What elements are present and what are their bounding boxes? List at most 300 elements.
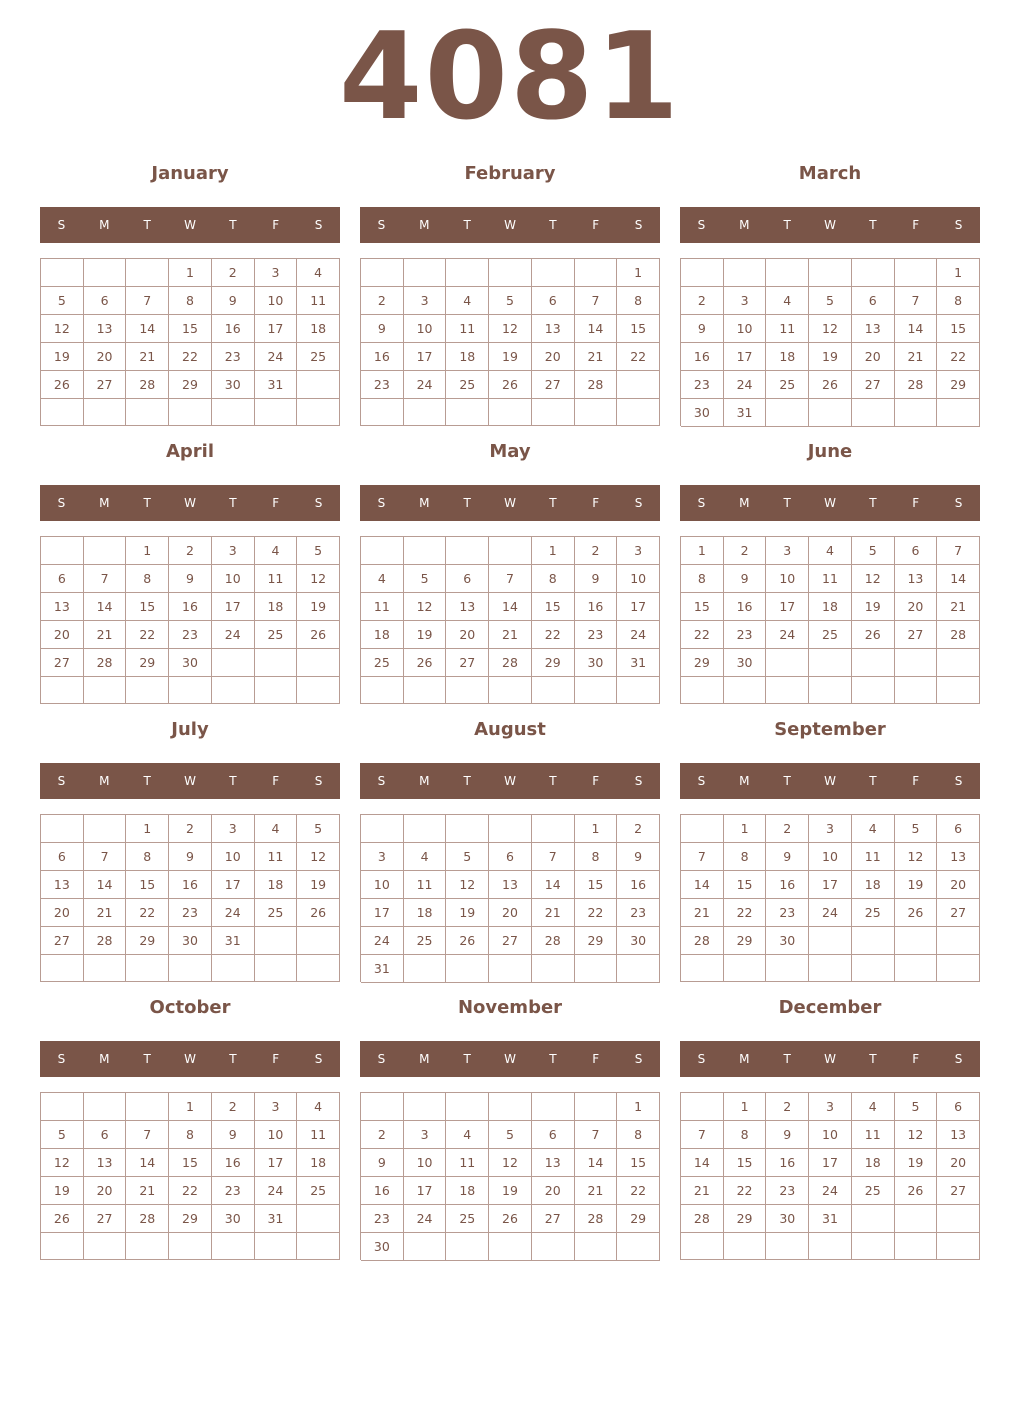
empty-cell [852,927,895,955]
day-cell: 11 [766,315,809,343]
day-cell: 2 [681,287,724,315]
empty-cell [937,1233,980,1260]
day-cell: 12 [852,565,895,593]
day-cell: 10 [724,315,767,343]
day-cell: 15 [169,315,212,343]
month-name: July [171,719,209,740]
day-cell: 6 [852,287,895,315]
day-cell: 3 [809,1093,852,1121]
empty-cell [446,259,489,287]
weekday-label: M [739,218,750,232]
day-cell: 11 [852,843,895,871]
day-cell: 28 [895,371,938,399]
empty-cell [852,649,895,677]
day-cell: 10 [809,1121,852,1149]
day-cell: 4 [404,843,447,871]
day-cell: 25 [766,371,809,399]
day-cell: 14 [532,871,575,899]
day-cell: 8 [937,287,980,315]
empty-cell [489,399,532,426]
day-cell: 28 [126,371,169,399]
day-cell: 19 [41,343,84,371]
weekday-label: T [143,1052,151,1066]
day-cell: 1 [724,1093,767,1121]
day-cell: 15 [681,593,724,621]
day-cell: 5 [809,287,852,315]
day-cell: 25 [361,649,404,677]
day-cell: 22 [126,899,169,927]
day-cell: 13 [84,1149,127,1177]
day-cell: 28 [681,1205,724,1233]
day-cell: 23 [681,371,724,399]
day-cell: 14 [84,871,127,899]
day-cell: 4 [852,815,895,843]
empty-cell [84,677,127,704]
day-cell: 4 [361,565,404,593]
empty-cell [681,259,724,287]
day-cell: 18 [404,899,447,927]
day-cell: 20 [937,871,980,899]
weekday-label: S [377,1052,386,1066]
day-cell: 13 [852,315,895,343]
day-cell: 18 [852,1149,895,1177]
empty-cell [404,259,447,287]
empty-cell [937,927,980,955]
day-cell: 1 [681,537,724,565]
weekday-label: W [184,1052,196,1066]
empty-cell [575,677,618,704]
day-cell: 2 [212,1093,255,1121]
day-grid [680,1092,980,1260]
day-cell: 5 [41,287,84,315]
empty-cell [169,955,212,982]
empty-cell [532,1093,575,1121]
day-grid [680,258,980,426]
day-cell: 16 [361,1177,404,1205]
day-cell: 23 [361,371,404,399]
day-cell: 28 [489,649,532,677]
weekday-label: F [912,496,920,510]
day-cell: 21 [937,593,980,621]
weekday-label: T [463,218,471,232]
weekday-label: T [869,218,877,232]
day-cell: 1 [937,259,980,287]
empty-cell [84,537,127,565]
weekday-label: T [549,218,557,232]
day-cell: 15 [617,315,660,343]
day-cell: 5 [41,1121,84,1149]
day-cell: 4 [255,815,298,843]
empty-cell [681,955,724,982]
day-cell: 21 [84,899,127,927]
day-cell: 16 [212,1149,255,1177]
day-cell: 26 [895,1177,938,1205]
empty-cell [41,537,84,565]
day-cell: 1 [126,537,169,565]
day-cell: 24 [255,343,298,371]
day-cell: 31 [361,955,404,983]
empty-cell [852,259,895,287]
day-cell: 6 [446,565,489,593]
empty-cell [404,815,447,843]
day-cell: 14 [126,315,169,343]
day-cell: 29 [532,649,575,677]
weekday-label: T [229,1052,237,1066]
empty-cell [575,1093,618,1121]
day-cell: 21 [575,343,618,371]
empty-cell [169,677,212,704]
empty-cell [575,399,618,426]
empty-cell [489,1093,532,1121]
day-cell: 6 [532,1121,575,1149]
day-cell: 17 [255,1149,298,1177]
day-grid [360,258,660,426]
weekday-header [40,207,340,243]
day-cell: 22 [126,621,169,649]
weekday-label: M [739,774,750,788]
weekday-label: F [272,218,280,232]
empty-cell [895,399,938,427]
day-cell: 27 [532,1205,575,1233]
day-cell: 21 [489,621,532,649]
day-cell: 6 [937,815,980,843]
empty-cell [126,955,169,982]
day-grid [360,814,660,982]
day-cell: 18 [255,871,298,899]
weekday-label: S [954,774,963,788]
empty-cell [532,1233,575,1261]
day-cell: 25 [809,621,852,649]
day-cell: 12 [895,843,938,871]
empty-cell [41,1093,84,1121]
day-cell: 17 [404,343,447,371]
empty-cell [937,955,980,982]
empty-cell [212,1233,255,1260]
day-cell: 30 [617,927,660,955]
weekday-label: F [272,774,280,788]
empty-cell [681,815,724,843]
empty-cell [361,399,404,426]
weekday-label: F [912,218,920,232]
day-cell: 30 [212,1205,255,1233]
weekday-label: T [549,774,557,788]
empty-cell [126,1233,169,1260]
empty-cell [489,815,532,843]
day-cell: 12 [297,565,340,593]
day-cell: 26 [809,371,852,399]
day-cell: 5 [297,537,340,565]
day-cell: 23 [766,1177,809,1205]
weekday-label: T [229,774,237,788]
day-cell: 26 [404,649,447,677]
empty-cell [809,955,852,982]
weekday-label: S [377,218,386,232]
day-cell: 17 [617,593,660,621]
day-cell: 18 [446,1177,489,1205]
day-cell: 11 [297,287,340,315]
day-cell: 9 [169,843,212,871]
day-cell: 23 [169,621,212,649]
day-cell: 30 [212,371,255,399]
day-cell: 3 [404,287,447,315]
day-cell: 20 [532,343,575,371]
day-cell: 8 [681,565,724,593]
month-name: November [457,997,563,1018]
empty-cell [255,927,298,955]
day-cell: 7 [84,843,127,871]
day-cell: 2 [212,259,255,287]
empty-cell [446,399,489,426]
empty-cell [126,1093,169,1121]
day-cell: 22 [575,899,618,927]
day-cell: 10 [212,565,255,593]
empty-cell [532,399,575,426]
day-cell: 13 [937,843,980,871]
empty-cell [84,1093,127,1121]
day-cell: 16 [617,871,660,899]
day-cell: 14 [575,1149,618,1177]
day-cell: 17 [212,871,255,899]
day-cell: 18 [255,593,298,621]
month-name: March [798,163,862,184]
empty-cell [41,259,84,287]
day-cell: 8 [126,565,169,593]
day-cell: 6 [895,537,938,565]
empty-cell [766,259,809,287]
empty-cell [126,677,169,704]
weekday-label: S [314,496,323,510]
empty-cell [724,955,767,982]
empty-cell [937,677,980,704]
empty-cell [297,399,340,426]
weekday-label: W [824,218,836,232]
weekday-label: S [634,774,643,788]
day-cell: 11 [255,843,298,871]
day-cell: 22 [681,621,724,649]
day-cell: 27 [937,899,980,927]
day-cell: 19 [404,621,447,649]
day-cell: 7 [126,1121,169,1149]
weekday-label: F [912,774,920,788]
empty-cell [852,1205,895,1233]
empty-cell [404,399,447,426]
empty-cell [809,399,852,427]
day-cell: 30 [169,649,212,677]
day-cell: 31 [255,1205,298,1233]
empty-cell [532,815,575,843]
day-cell: 26 [297,621,340,649]
day-cell: 20 [41,621,84,649]
weekday-label: S [634,1052,643,1066]
day-cell: 3 [255,1093,298,1121]
day-cell: 20 [446,621,489,649]
weekday-header [360,207,660,243]
day-grid [40,1092,340,1260]
empty-cell [212,649,255,677]
day-cell: 13 [937,1121,980,1149]
empty-cell [766,649,809,677]
day-cell: 27 [41,927,84,955]
month-name: February [464,163,556,184]
day-cell: 11 [361,593,404,621]
day-cell: 30 [361,1233,404,1261]
empty-cell [489,1233,532,1261]
day-cell: 25 [852,899,895,927]
day-cell: 4 [255,537,298,565]
day-cell: 23 [724,621,767,649]
empty-cell [766,1233,809,1260]
empty-cell [895,677,938,704]
day-cell: 11 [446,1149,489,1177]
empty-cell [84,815,127,843]
empty-cell [361,537,404,565]
weekday-label: W [184,774,196,788]
weekday-label: T [783,218,791,232]
empty-cell [724,1233,767,1260]
day-cell: 17 [809,1149,852,1177]
weekday-label: M [99,496,110,510]
day-cell: 12 [297,843,340,871]
day-cell: 8 [617,287,660,315]
empty-cell [446,537,489,565]
day-cell: 27 [41,649,84,677]
weekday-label: W [504,218,516,232]
day-cell: 19 [489,343,532,371]
day-cell: 29 [937,371,980,399]
day-cell: 14 [84,593,127,621]
day-cell: 19 [895,1149,938,1177]
empty-cell [41,1233,84,1260]
weekday-label: F [272,496,280,510]
day-cell: 23 [212,1177,255,1205]
empty-cell [255,955,298,982]
day-cell: 17 [212,593,255,621]
day-cell: 15 [617,1149,660,1177]
empty-cell [895,649,938,677]
day-cell: 12 [489,1149,532,1177]
empty-cell [937,1205,980,1233]
empty-cell [446,677,489,704]
day-cell: 21 [681,1177,724,1205]
weekday-label: M [99,1052,110,1066]
day-grid [680,814,980,982]
weekday-header [680,207,980,243]
day-cell: 16 [212,315,255,343]
weekday-label: S [57,774,66,788]
weekday-label: T [783,1052,791,1066]
empty-cell [404,1233,447,1261]
weekday-label: T [143,218,151,232]
empty-cell [41,399,84,426]
day-cell: 3 [404,1121,447,1149]
weekday-label: S [697,774,706,788]
weekday-label: S [314,218,323,232]
day-cell: 28 [937,621,980,649]
day-cell: 5 [852,537,895,565]
day-cell: 18 [766,343,809,371]
day-cell: 8 [169,1121,212,1149]
day-cell: 16 [575,593,618,621]
day-cell: 16 [169,871,212,899]
day-cell: 15 [126,871,169,899]
month-name: October [149,997,231,1018]
month-name: June [807,441,853,462]
day-cell: 30 [169,927,212,955]
day-cell: 20 [489,899,532,927]
day-cell: 21 [895,343,938,371]
weekday-label: T [229,496,237,510]
day-cell: 6 [41,843,84,871]
day-cell: 4 [297,259,340,287]
day-cell: 4 [446,1121,489,1149]
day-cell: 5 [895,1093,938,1121]
day-cell: 23 [361,1205,404,1233]
day-cell: 19 [489,1177,532,1205]
day-cell: 29 [126,927,169,955]
empty-cell [404,955,447,983]
day-cell: 22 [937,343,980,371]
day-cell: 4 [297,1093,340,1121]
day-cell: 29 [169,371,212,399]
empty-cell [575,259,618,287]
day-cell: 5 [404,565,447,593]
day-cell: 8 [575,843,618,871]
day-cell: 26 [297,899,340,927]
day-cell: 2 [575,537,618,565]
day-cell: 26 [895,899,938,927]
day-cell: 13 [532,315,575,343]
day-cell: 24 [724,371,767,399]
empty-cell [766,955,809,982]
weekday-label: S [697,218,706,232]
day-cell: 21 [532,899,575,927]
day-cell: 2 [766,1093,809,1121]
empty-cell [41,677,84,704]
day-cell: 9 [361,1149,404,1177]
day-cell: 27 [84,1205,127,1233]
day-cell: 5 [297,815,340,843]
empty-cell [297,955,340,982]
day-cell: 26 [489,1205,532,1233]
day-cell: 7 [895,287,938,315]
day-cell: 9 [575,565,618,593]
empty-cell [852,1233,895,1260]
day-cell: 10 [255,287,298,315]
weekday-header [360,1041,660,1077]
weekday-header [40,485,340,521]
day-cell: 20 [852,343,895,371]
empty-cell [41,815,84,843]
empty-cell [895,927,938,955]
day-cell: 14 [681,871,724,899]
day-cell: 26 [446,927,489,955]
day-cell: 21 [126,1177,169,1205]
day-cell: 28 [84,649,127,677]
day-cell: 27 [446,649,489,677]
day-cell: 1 [617,259,660,287]
day-cell: 25 [446,1205,489,1233]
day-cell: 9 [212,287,255,315]
day-cell: 5 [489,1121,532,1149]
month-name: December [778,997,882,1018]
empty-cell [361,1093,404,1121]
day-cell: 20 [895,593,938,621]
day-cell: 9 [724,565,767,593]
day-cell: 22 [169,1177,212,1205]
day-cell: 7 [575,287,618,315]
day-cell: 11 [297,1121,340,1149]
day-cell: 24 [809,899,852,927]
